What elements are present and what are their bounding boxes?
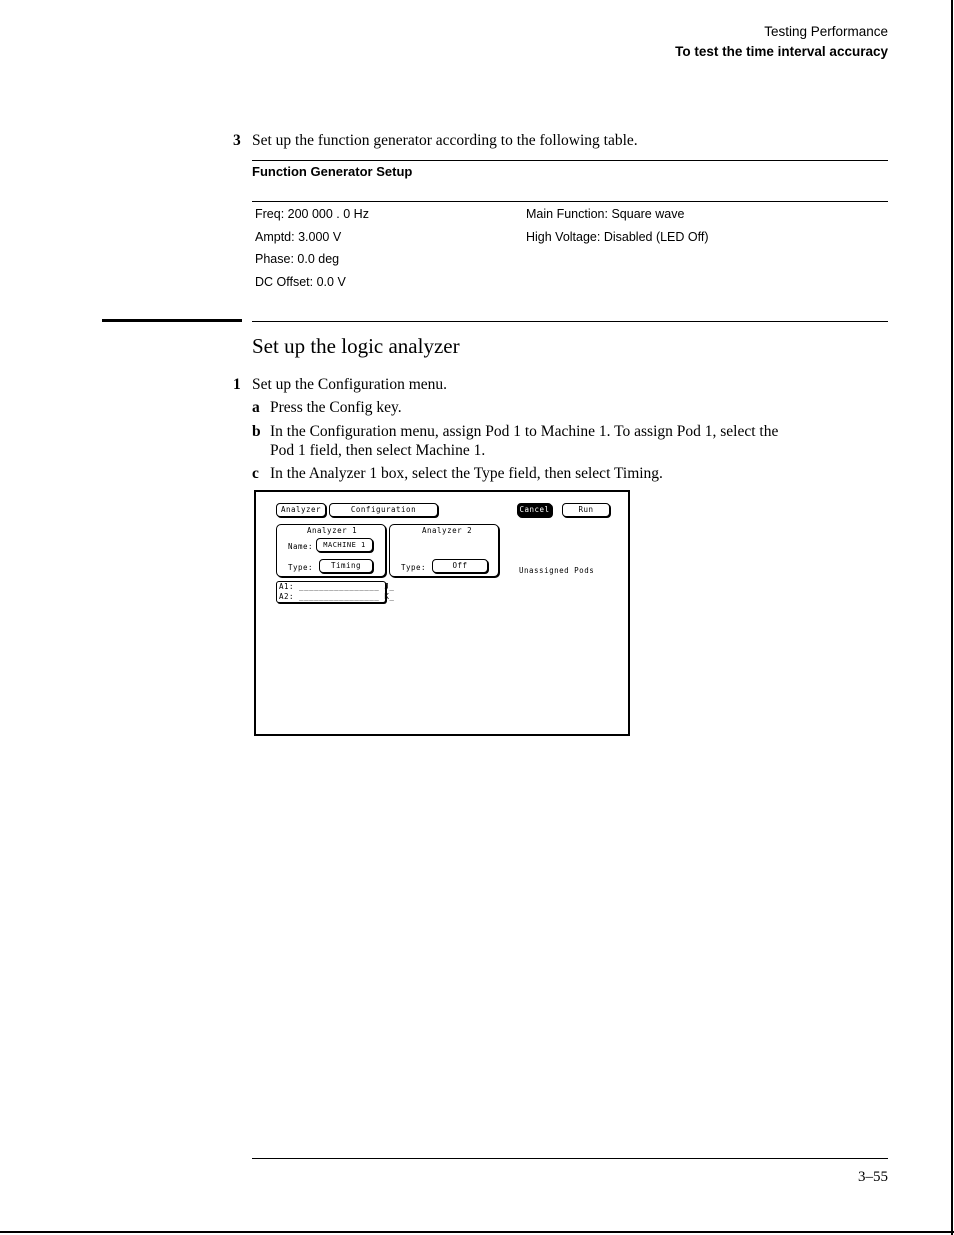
- table-cell-freq: Freq: 200 000 . 0 Hz: [255, 207, 369, 221]
- substep-c-letter: c: [252, 465, 259, 482]
- step-1-number: 1: [233, 376, 241, 393]
- table-cell-amptd: Amptd: 3.000 V: [255, 230, 342, 244]
- analyzer-1-type-field[interactable]: Timing: [319, 559, 373, 573]
- analyzer-2-title: Analyzer 2: [422, 526, 473, 535]
- step-3-text: Set up the function generator according to the following table.: [252, 132, 638, 149]
- unassigned-pods-label: Unassigned Pods: [519, 566, 595, 575]
- substep-b-text-line2: Pod 1 field, then select Machine 1.: [270, 442, 486, 459]
- section-rule-thick: [102, 319, 242, 322]
- page-frame-right: [951, 0, 953, 1235]
- footer-rule: [252, 1158, 888, 1159]
- section-title: Set up the logic analyzer: [252, 334, 460, 358]
- substep-b-text-line1: In the Configuration menu, assign Pod 1 to Machine 1. To assign Pod 1, select the: [270, 423, 779, 440]
- page-number: 3–55: [858, 1169, 888, 1185]
- table-cell-high-voltage: High Voltage: Disabled (LED Off): [526, 230, 709, 244]
- cancel-button[interactable]: Cancel: [517, 503, 552, 517]
- step-3-number: 3: [233, 132, 241, 149]
- analyzer-button[interactable]: Analyzer: [276, 503, 326, 517]
- table-title: Function Generator Setup: [252, 164, 413, 179]
- analyzer-2-box: [389, 524, 499, 577]
- table-cell-dc-offset: DC Offset: 0.0 V: [255, 275, 346, 289]
- analyzer-1-name-label: Name:: [288, 542, 314, 551]
- pod-row-a2: A2: ________________ K_: [279, 592, 395, 601]
- running-header-chapter: Testing Performance: [764, 24, 888, 39]
- pod-row-a1: A1: ________________ J_: [279, 582, 395, 591]
- step-1-text: Set up the Configuration menu.: [252, 376, 448, 393]
- substep-c-text: In the Analyzer 1 box, select the Type field, then select Timing.: [270, 465, 663, 482]
- run-button[interactable]: Run: [562, 503, 610, 517]
- table-top-rule: [252, 160, 888, 161]
- page-frame-bottom: [0, 1231, 954, 1233]
- pod-assignment-box[interactable]: [276, 581, 395, 603]
- config-screen-capture: [254, 490, 630, 736]
- analyzer-2-type-label: Type:: [401, 563, 427, 572]
- analyzer-1-title: Analyzer 1: [307, 526, 358, 535]
- table-cell-main-function: Main Function: Square wave: [526, 207, 685, 221]
- table-header-rule: [252, 201, 888, 202]
- analyzer-1-name-field[interactable]: MACHINE 1: [316, 538, 373, 552]
- substep-a-text: Press the Config key.: [270, 399, 402, 416]
- section-rule-thin: [252, 321, 888, 322]
- substep-b-letter: b: [252, 423, 261, 440]
- configuration-button[interactable]: Configuration: [329, 503, 438, 517]
- substep-a-letter: a: [252, 399, 260, 416]
- running-header-section: To test the time interval accuracy: [675, 44, 888, 59]
- analyzer-1-box: [276, 524, 386, 577]
- analyzer-1-type-label: Type:: [288, 563, 314, 572]
- table-cell-phase: Phase: 0.0 deg: [255, 252, 340, 266]
- analyzer-2-type-field[interactable]: Off: [432, 559, 488, 573]
